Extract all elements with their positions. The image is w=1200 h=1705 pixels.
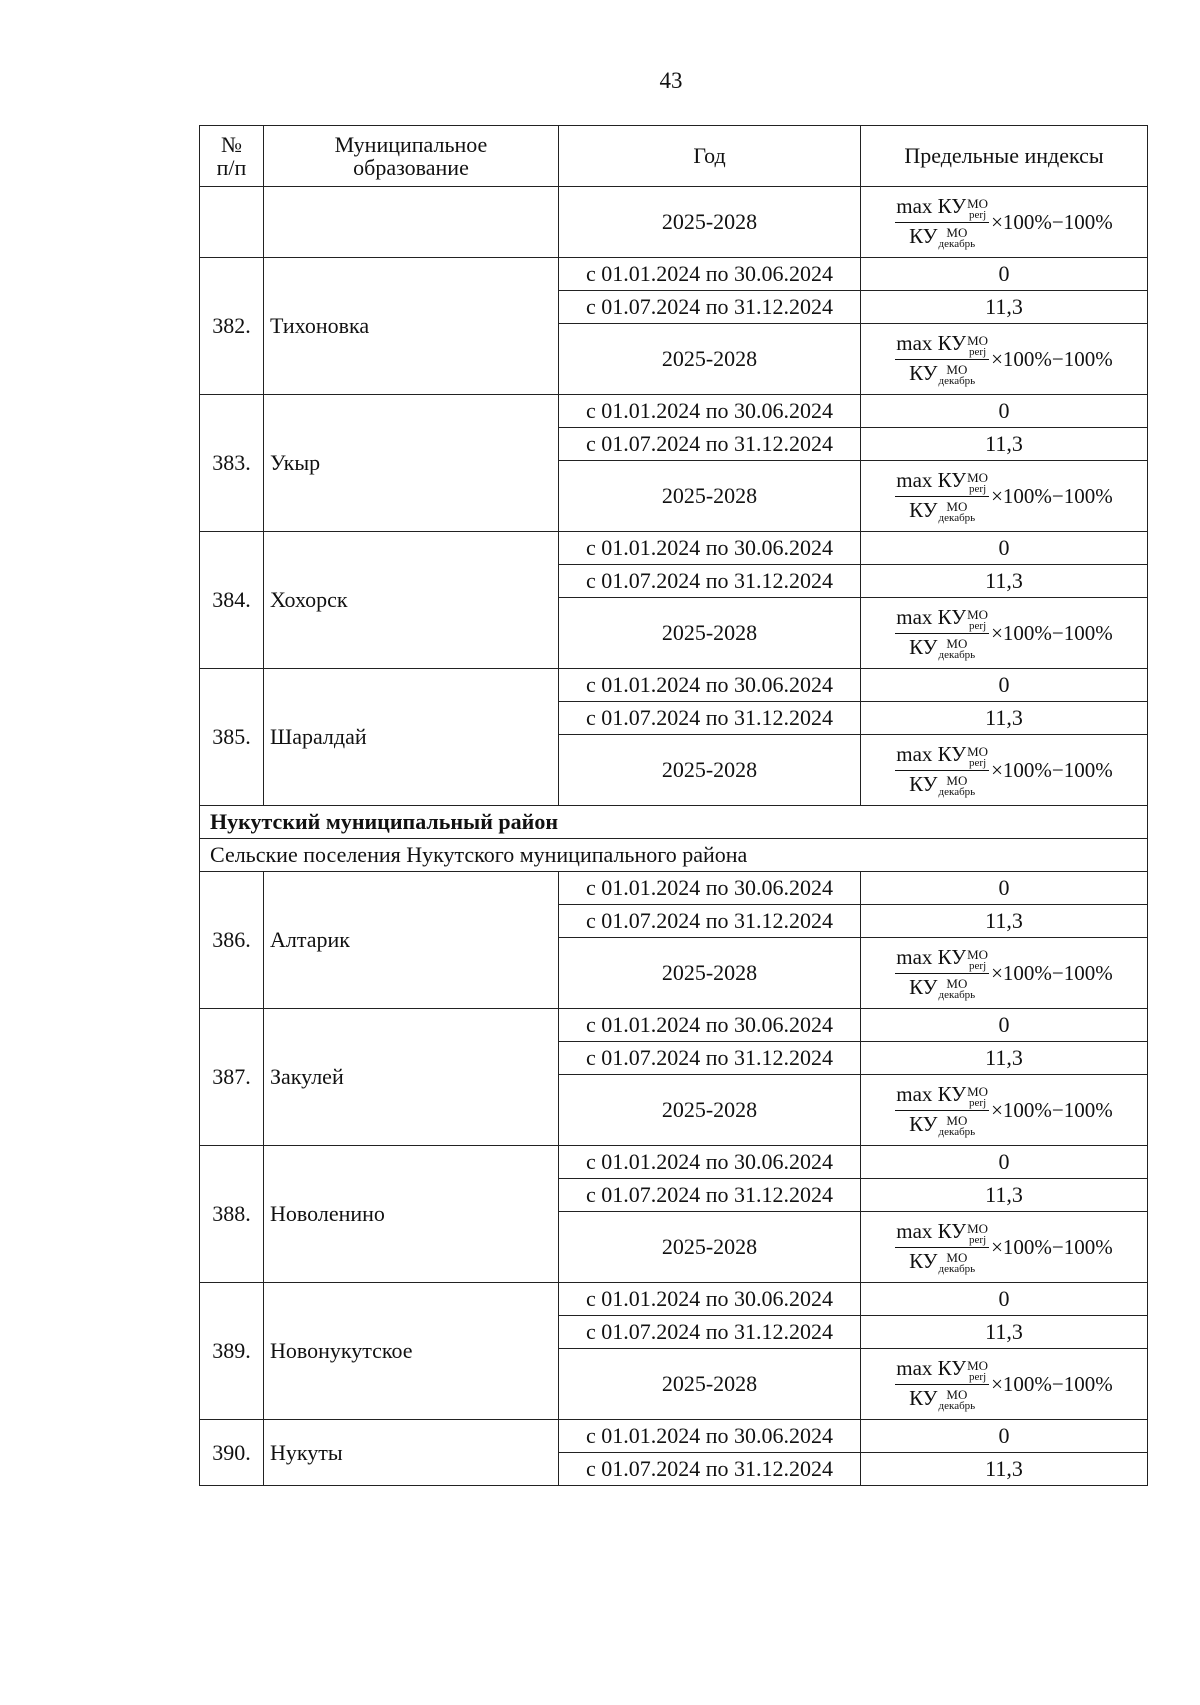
cell-period: с 01.07.2024 по 31.12.2024 (559, 1453, 861, 1486)
header-year: Год (559, 126, 861, 187)
cell-year: 2025-2028 (559, 187, 861, 258)
table-row (200, 1009, 1148, 1042)
cell-value: 11,3 (861, 905, 1148, 938)
cell-period: с 01.01.2024 по 30.06.2024 (559, 669, 861, 702)
cell-period: 2025-2028 (559, 324, 861, 395)
cell-period: с 01.01.2024 по 30.06.2024 (559, 1009, 861, 1042)
cell-num: 384. (200, 532, 264, 669)
cell-period: с 01.07.2024 по 31.12.2024 (559, 702, 861, 735)
cell-value: 0 (861, 1009, 1148, 1042)
cell-index-formula (861, 1349, 1148, 1420)
cell-index-formula (861, 461, 1148, 532)
cell-num: 388. (200, 1146, 264, 1283)
index-formula: max КУ МО perj КУ МО декабрь ×100%−100% (896, 1356, 1113, 1412)
cell-num: 387. (200, 1009, 264, 1146)
table-row (200, 839, 1148, 872)
cell-num: 383. (200, 395, 264, 532)
cell-period: с 01.01.2024 по 30.06.2024 (559, 1420, 861, 1453)
cell-value: 11,3 (861, 1179, 1148, 1212)
cell-period: с 01.01.2024 по 30.06.2024 (559, 872, 861, 905)
index-formula: max КУ МО perj КУ МО декабрь ×100%−100% (896, 194, 1113, 250)
cell-period: с 01.01.2024 по 30.06.2024 (559, 1146, 861, 1179)
table-row (200, 532, 1148, 565)
index-formula: max КУ МО perj КУ МО декабрь ×100%−100% (896, 945, 1113, 1001)
cell-period: с 01.01.2024 по 30.06.2024 (559, 532, 861, 565)
cell-period: 2025-2028 (559, 1349, 861, 1420)
cell-num: 382. (200, 258, 264, 395)
cell-index-formula (861, 735, 1148, 806)
table-row (200, 1283, 1148, 1316)
cell-period: 2025-2028 (559, 735, 861, 806)
table-row (200, 1420, 1148, 1453)
cell-municipality: Алтарик (264, 872, 559, 1009)
cell-period: с 01.07.2024 по 31.12.2024 (559, 905, 861, 938)
settlements-heading: Сельские поселения Нукутского муниципального района (200, 839, 1148, 872)
table-row (200, 1146, 1148, 1179)
cell-period: с 01.07.2024 по 31.12.2024 (559, 1316, 861, 1349)
cell-period: 2025-2028 (559, 461, 861, 532)
index-formula: max КУ МО perj КУ МО декабрь ×100%−100% (896, 331, 1113, 387)
table-row (200, 872, 1148, 905)
cell-value: 0 (861, 258, 1148, 291)
cell-value: 0 (861, 395, 1148, 428)
cell-municipality: Хохорск (264, 532, 559, 669)
cell-value: 11,3 (861, 291, 1148, 324)
cell-period: с 01.01.2024 по 30.06.2024 (559, 395, 861, 428)
cell-value: 11,3 (861, 1453, 1148, 1486)
index-formula: max КУ МО perj КУ МО декабрь ×100%−100% (896, 742, 1113, 798)
cell-municipality: Тихоновка (264, 258, 559, 395)
index-formula: max КУ МО perj КУ МО декабрь ×100%−100% (896, 1219, 1113, 1275)
cell-num: 386. (200, 872, 264, 1009)
cell-index-formula (861, 1212, 1148, 1283)
header-num: № п/п (200, 126, 264, 187)
index-formula: max КУ МО perj КУ МО декабрь ×100%−100% (896, 605, 1113, 661)
cell-period: 2025-2028 (559, 598, 861, 669)
page-number: 43 (659, 68, 683, 93)
cell-value: 0 (861, 1146, 1148, 1179)
cell-municipality: Новонукутское (264, 1283, 559, 1420)
cell-period: с 01.07.2024 по 31.12.2024 (559, 1042, 861, 1075)
cell-value: 11,3 (861, 1042, 1148, 1075)
cell-value: 11,3 (861, 565, 1148, 598)
cell-period: 2025-2028 (559, 1212, 861, 1283)
cell-value: 0 (861, 669, 1148, 702)
header-index: Предельные индексы (861, 126, 1148, 187)
cell-period: с 01.01.2024 по 30.06.2024 (559, 258, 861, 291)
cell-value: 11,3 (861, 702, 1148, 735)
cell-period: с 01.07.2024 по 31.12.2024 (559, 291, 861, 324)
cell-value: 0 (861, 532, 1148, 565)
cell-period: с 01.07.2024 по 31.12.2024 (559, 428, 861, 461)
cell-num: 389. (200, 1283, 264, 1420)
cell-num: 385. (200, 669, 264, 806)
cell-value: 11,3 (861, 1316, 1148, 1349)
district-heading: Нукутский муниципальный район (200, 806, 1148, 839)
cell-period: 2025-2028 (559, 1075, 861, 1146)
cell-municipality: Закулей (264, 1009, 559, 1146)
cell-municipality: Нукуты (264, 1420, 559, 1486)
cell-period: с 01.07.2024 по 31.12.2024 (559, 1179, 861, 1212)
cell-index-formula (861, 187, 1148, 258)
index-table (199, 125, 1148, 1486)
table-row (200, 395, 1148, 428)
table-row (200, 806, 1148, 839)
cell-municipality-empty (264, 187, 559, 258)
cell-municipality: Шаралдай (264, 669, 559, 806)
index-formula: max КУ МО perj КУ МО декабрь ×100%−100% (896, 468, 1113, 524)
cell-value: 0 (861, 1283, 1148, 1316)
cell-value: 0 (861, 1420, 1148, 1453)
cell-period: с 01.01.2024 по 30.06.2024 (559, 1283, 861, 1316)
table-row (200, 187, 1148, 258)
table-row (200, 669, 1148, 702)
cell-num-empty (200, 187, 264, 258)
index-formula: max КУ МО perj КУ МО декабрь ×100%−100% (896, 1082, 1113, 1138)
cell-index-formula (861, 1075, 1148, 1146)
cell-index-formula (861, 598, 1148, 669)
cell-period: 2025-2028 (559, 938, 861, 1009)
cell-period: с 01.07.2024 по 31.12.2024 (559, 565, 861, 598)
cell-municipality: Укыр (264, 395, 559, 532)
cell-index-formula (861, 938, 1148, 1009)
cell-index-formula (861, 324, 1148, 395)
header-municipality: Муниципальное образование (264, 126, 559, 187)
table-header-row (200, 126, 1148, 187)
cell-value: 0 (861, 872, 1148, 905)
cell-num: 390. (200, 1420, 264, 1486)
cell-value: 11,3 (861, 428, 1148, 461)
cell-municipality: Новоленино (264, 1146, 559, 1283)
table-row (200, 258, 1148, 291)
